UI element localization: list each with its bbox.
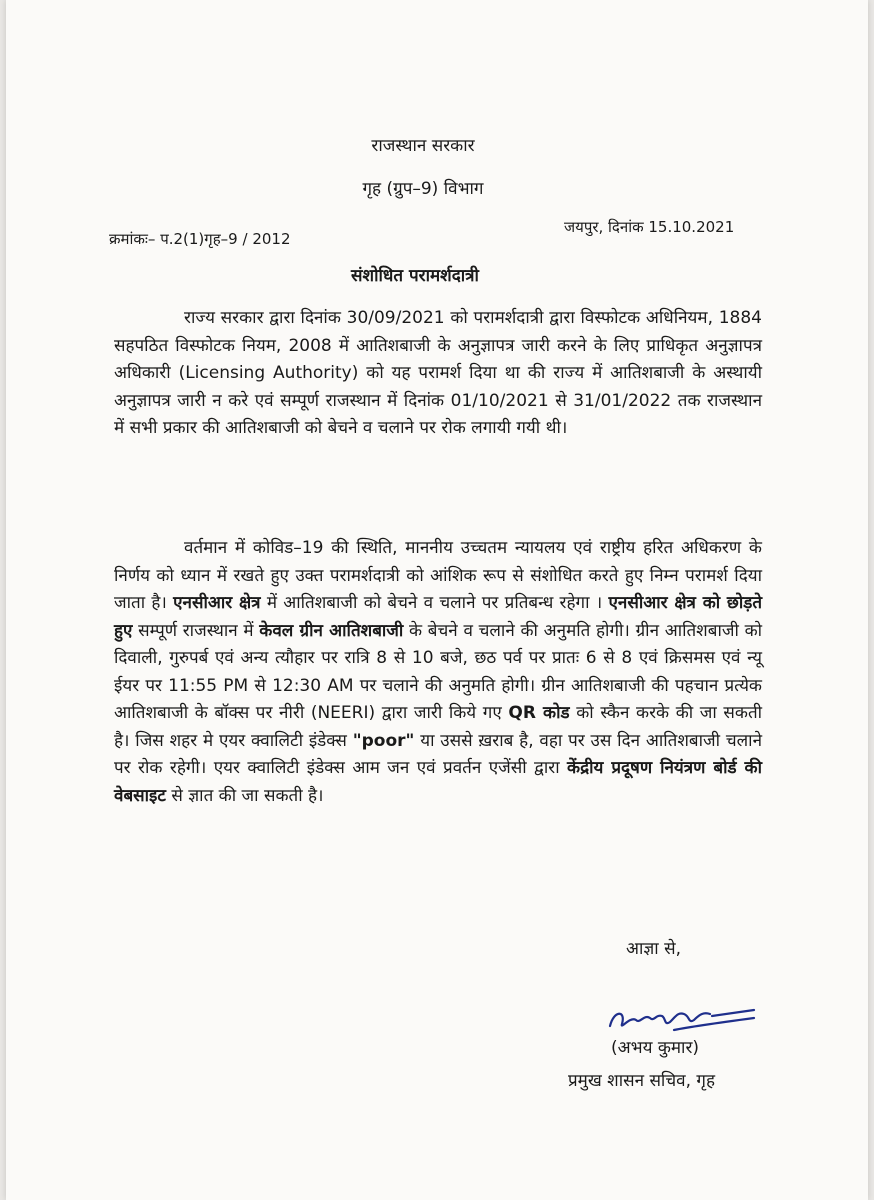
paragraph-2-text: में आतिशबाजी को बेचने व चलाने पर प्रतिबन्ध रहेगा ।	[266, 593, 603, 613]
place-date: जयपुर, दिनांक 15.10.2021	[564, 218, 735, 236]
paragraph-2-text: को स्कैन करके की जा सकती है। जिस शहर मे एयर क्वालिटी इंडेक्स	[114, 703, 763, 751]
signatory-title: प्रमुख शासन सचिव, गृह	[568, 1071, 715, 1091]
signatory-name: (अभय कुमार)	[611, 1038, 700, 1058]
qr-code-bold: QR कोड	[508, 703, 570, 723]
closing-line: आज्ञा से,	[626, 939, 681, 959]
paragraph-2-text: के बेचने व चलाने की अनुमति होगी। ग्रीन आतिशबाजी को दिवाली, गुरुपर्ब एवं अन्य त्यौहार पर रात्रि 8 से 10 बजे, छठ पर्व पर प्रातः 6 से 8 एवं क्रिसमस एवं न्यू ईयर पर 11:55 PM से 12:30 AM पर चलाने की अनुमति होगी। ग्रीन आतिशबाजी की पहचान प्रत्येक आतिशबाजी के बॉक्स पर नीरी (NEERI) द्वारा जारी किये गए	[114, 620, 763, 723]
paragraph-2-text: से ज्ञात की जा सकती है।	[171, 785, 324, 806]
paragraph-1	[114, 305, 762, 443]
poor-aqi-bold: "poor"	[352, 730, 415, 751]
excluding-ncr-bold: एनसीआर क्षेत्र को छोड़ते हुए	[114, 593, 763, 641]
paragraph-2-text: या उससे ख़राब है, वहा पर उस दिन आतिशबाजी चलाने पर रोक रहेगी। एयर क्वालिटी इंडेक्स आम जन एवं प्रवर्तन एजेंसी द्वारा	[114, 730, 762, 778]
green-crackers-only-bold: केवल ग्रीन आतिशबाजी	[259, 620, 404, 641]
handwritten-signature	[604, 996, 764, 1040]
reference-number: क्रमांकः– प.2(1)गृह–9 / 2012	[109, 230, 291, 248]
paragraph-1-text: राज्य सरकार द्वारा दिनांक 30/09/2021 को परामर्शदात्री द्वारा विस्फोटक अधिनियम, 1884 सहपठित विस्फोटक नियम, 2008 में आतिशबाजी के अनुज्ञापत्र जारी करने के लिए प्राधिकृत अनुज्ञापत्र अधिकारी (Licensing Authority) को यह परामर्श दिया था की राज्य में आतिशबाजी के अस्थायी अनुज्ञापत्र जारी न करे एवं सम्पूर्ण राजस्थान में दिनांक 01/10/2021 से 31/01/2022 तक राजस्थान में सभी प्रकार की आतिशबाजी को बेचने व चलाने पर रोक लगायी गयी थी।	[114, 308, 762, 438]
ncr-area-bold: एनसीआर क्षेत्र	[173, 593, 261, 613]
department-heading: गृह (ग्रुप–9) विभाग	[362, 179, 484, 199]
government-heading: राजस्थान सरकार	[371, 136, 475, 156]
cpcb-website-bold: केंद्रीय प्रदूषण नियंत्रण बोर्ड की वेबसाइट	[114, 758, 763, 806]
subject-title: संशोधित परामर्शदात्री	[351, 266, 479, 286]
paragraph-2	[114, 535, 762, 810]
document-page	[6, 0, 868, 1200]
paragraph-2-text: वर्तमान में कोविड–19 की स्थिति, माननीय उच्चतम न्यायलय एवं राष्ट्रीय हरित अधिकरण के निर्णय को ध्यान में रखते हुए उक्त परामर्शदात्री को आंशिक रूप से संशोधित करते हुए निम्न परामर्श दिया जाता है।	[114, 538, 762, 613]
paragraph-2-text: सम्पूर्ण राजस्थान में	[138, 620, 254, 641]
